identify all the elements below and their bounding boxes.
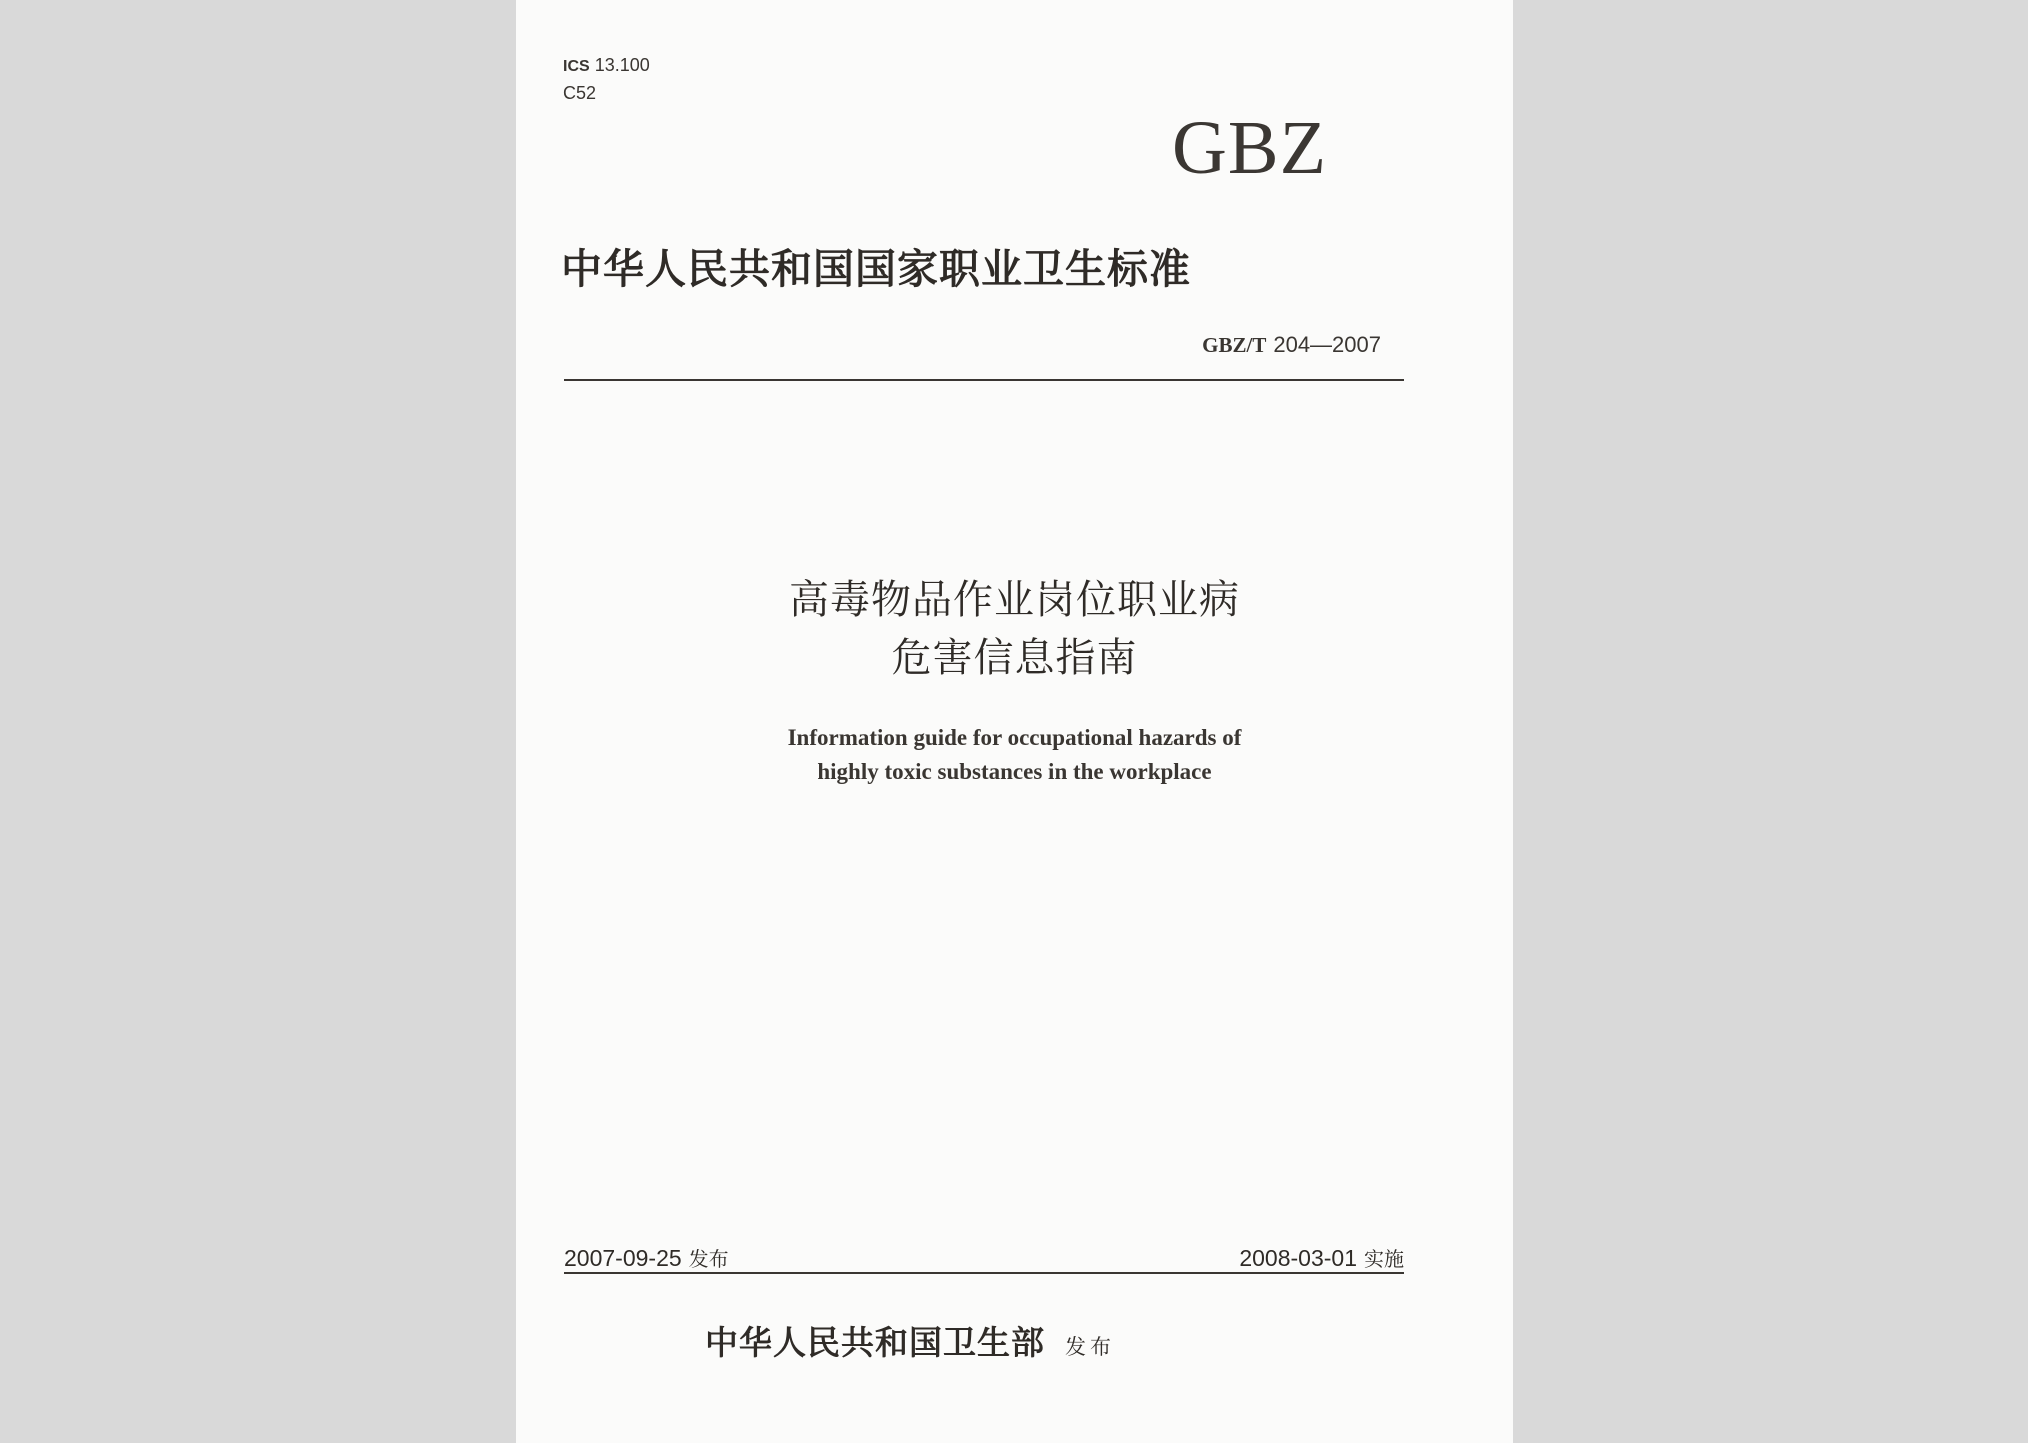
standard-number: [1202, 330, 1381, 361]
top-divider: [564, 379, 1404, 381]
publisher-name: 中华人民共和国卫生部: [705, 1323, 1045, 1362]
bottom-divider: [564, 1272, 1404, 1274]
implement-word: 实施: [1364, 1247, 1404, 1271]
document-title-en-line1: Information guide for occupational hazards of: [787, 725, 1242, 750]
standard-number-prefix: GBZ/T: [1202, 333, 1267, 357]
document-title-zh-line2: 危害信息指南: [891, 635, 1138, 681]
implement-date: 2008-03-01: [1239, 1245, 1357, 1271]
document-page: [516, 0, 1513, 1443]
document-title-zh-line1: 高毒物品作业岗位职业病: [789, 577, 1240, 623]
classification-codes: [563, 52, 650, 106]
standard-category-title: 中华人民共和国国家职业卫生标准: [561, 245, 1191, 293]
document-title-en-line2: highly toxic substances in the workplace: [817, 759, 1212, 784]
issue-word: 发布: [688, 1247, 729, 1271]
ics-label: ICS: [563, 58, 590, 75]
ccs-code: C52: [563, 83, 597, 103]
date-row: [564, 1240, 1404, 1276]
ics-line: [563, 52, 650, 80]
standard-number-value: 204—2007: [1273, 332, 1381, 357]
publisher-word: 发布: [1065, 1335, 1115, 1359]
issue-date: 2007-09-25: [564, 1245, 682, 1271]
ics-code: 13.100: [594, 55, 650, 75]
publisher-line: [705, 1320, 1115, 1370]
gbz-logo: GBZ: [1172, 106, 1327, 190]
